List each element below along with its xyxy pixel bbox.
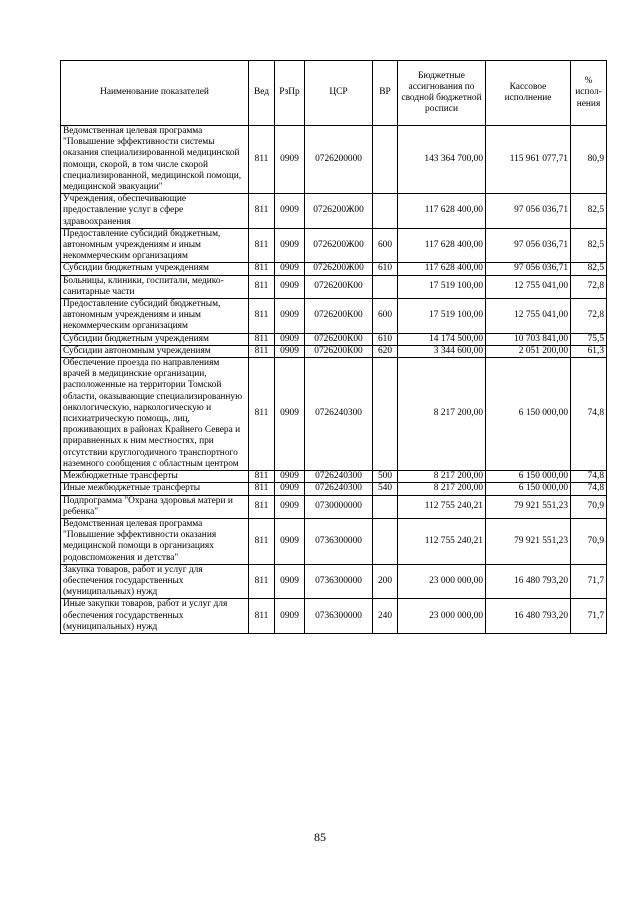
cell-name: Обеспечение проезда по направлениям врачей в медицинские организации, расположенные на территории Томской области, оказывающие специализированную онкологическую, наркологическую и психиатрическую помощь, лиц, проживающих в районах Крайнего Севера и приравненных к ним местностях, при отсутствии круглогодичного транспортного наземного сообщения с областным центром	[61, 358, 249, 471]
cell-cash: 2 051 200,00	[486, 345, 571, 357]
cell-pct: 70,9	[571, 518, 607, 564]
cell-rzpr: 0909	[275, 564, 305, 599]
cell-pct: 71,7	[571, 599, 607, 634]
page-number: 85	[314, 830, 326, 844]
cell-pct: 75,5	[571, 333, 607, 345]
cell-cash: 97 056 036,71	[486, 263, 571, 275]
table-header-row	[61, 61, 607, 126]
cell-rzpr: 0909	[275, 126, 305, 194]
cell-pct: 74,8	[571, 471, 607, 483]
cell-cash: 6 150 000,00	[486, 483, 571, 495]
cell-ved: 811	[249, 275, 275, 298]
cell-cash: 10 703 841,00	[486, 333, 571, 345]
cell-ved: 811	[249, 495, 275, 518]
cell-cash: 16 480 793,20	[486, 599, 571, 634]
header-cash: Кассовое исполнение	[486, 61, 571, 126]
cell-pct: 82,5	[571, 228, 607, 263]
cell-name: Подпрограмма "Охрана здоровья матери и ребенка"	[61, 495, 249, 518]
cell-cash: 97 056 036,71	[486, 194, 571, 229]
cell-pct: 72,8	[571, 299, 607, 334]
cell-vr	[373, 495, 398, 518]
table-row	[61, 471, 607, 483]
table-row	[61, 599, 607, 634]
header-name: Наименование показателей	[61, 61, 249, 126]
cell-vr	[373, 126, 398, 194]
cell-pct: 70,9	[571, 495, 607, 518]
cell-budget: 8 217 200,00	[398, 483, 486, 495]
cell-pct: 74,8	[571, 358, 607, 471]
cell-rzpr: 0909	[275, 299, 305, 334]
table-row	[61, 275, 607, 298]
cell-csr: 0726200К00	[305, 345, 373, 357]
cell-cash: 79 921 551,23	[486, 495, 571, 518]
header-ved: Вед	[249, 61, 275, 126]
cell-name: Предоставление субсидий бюджетным, автономным учреждениям и иным некоммерческим организациям	[61, 228, 249, 263]
cell-vr: 610	[373, 333, 398, 345]
cell-name: Больницы, клиники, госпитали, медико-санитарные части	[61, 275, 249, 298]
cell-budget: 8 217 200,00	[398, 471, 486, 483]
cell-csr: 0736300000	[305, 564, 373, 599]
cell-rzpr: 0909	[275, 495, 305, 518]
cell-vr: 200	[373, 564, 398, 599]
cell-vr: 540	[373, 483, 398, 495]
cell-name: Иные межбюджетные трансферты	[61, 483, 249, 495]
cell-budget: 23 000 000,00	[398, 564, 486, 599]
cell-rzpr: 0909	[275, 333, 305, 345]
table-row	[61, 345, 607, 357]
cell-ved: 811	[249, 518, 275, 564]
header-budget: Бюджетные ассигнования по сводной бюджетной росписи	[398, 61, 486, 126]
header-pct: % испол-нения	[571, 61, 607, 126]
cell-name: Субсидии бюджетным учреждениям	[61, 263, 249, 275]
cell-csr: 0726240300	[305, 471, 373, 483]
cell-cash: 79 921 551,23	[486, 518, 571, 564]
cell-vr: 240	[373, 599, 398, 634]
cell-ved: 811	[249, 333, 275, 345]
cell-cash: 97 056 036,71	[486, 228, 571, 263]
cell-csr: 0726200К00	[305, 299, 373, 334]
cell-csr: 0730000000	[305, 495, 373, 518]
cell-vr	[373, 518, 398, 564]
cell-ved: 811	[249, 126, 275, 194]
table-row	[61, 194, 607, 229]
cell-pct: 72,8	[571, 275, 607, 298]
cell-vr: 500	[373, 471, 398, 483]
cell-budget: 117 628 400,00	[398, 263, 486, 275]
cell-name: Учреждения, обеспечивающие предоставление услуг в сфере здравоохранения	[61, 194, 249, 229]
cell-cash: 12 755 041,00	[486, 275, 571, 298]
cell-rzpr: 0909	[275, 263, 305, 275]
cell-pct: 82,5	[571, 263, 607, 275]
cell-rzpr: 0909	[275, 358, 305, 471]
cell-ved: 811	[249, 194, 275, 229]
cell-budget: 112 755 240,21	[398, 495, 486, 518]
cell-csr: 0736300000	[305, 518, 373, 564]
cell-ved: 811	[249, 228, 275, 263]
table-row	[61, 518, 607, 564]
cell-budget: 14 174 500,00	[398, 333, 486, 345]
cell-rzpr: 0909	[275, 471, 305, 483]
cell-csr: 0726200К00	[305, 275, 373, 298]
table-row	[61, 564, 607, 599]
cell-vr	[373, 194, 398, 229]
cell-vr	[373, 358, 398, 471]
cell-budget: 117 628 400,00	[398, 194, 486, 229]
cell-cash: 16 480 793,20	[486, 564, 571, 599]
cell-ved: 811	[249, 471, 275, 483]
cell-cash: 115 961 077,71	[486, 126, 571, 194]
cell-csr: 0726240300	[305, 483, 373, 495]
cell-csr: 0726200Ж00	[305, 228, 373, 263]
cell-csr: 0726200000	[305, 126, 373, 194]
cell-rzpr: 0909	[275, 228, 305, 263]
cell-vr: 600	[373, 299, 398, 334]
cell-csr: 0726200К00	[305, 333, 373, 345]
budget-execution-table	[60, 60, 607, 634]
header-rzpr: РзПр	[275, 61, 305, 126]
cell-csr: 0726200Ж00	[305, 194, 373, 229]
cell-ved: 811	[249, 564, 275, 599]
table-row	[61, 263, 607, 275]
cell-cash: 6 150 000,00	[486, 471, 571, 483]
cell-csr: 0726240300	[305, 358, 373, 471]
table-row	[61, 228, 607, 263]
cell-budget: 143 364 700,00	[398, 126, 486, 194]
cell-name: Закупка товаров, работ и услуг для обеспечения государственных (муниципальных) нужд	[61, 564, 249, 599]
cell-csr: 0736300000	[305, 599, 373, 634]
cell-pct: 82,5	[571, 194, 607, 229]
cell-ved: 811	[249, 263, 275, 275]
table-row	[61, 495, 607, 518]
cell-rzpr: 0909	[275, 483, 305, 495]
cell-pct: 71,7	[571, 564, 607, 599]
cell-rzpr: 0909	[275, 599, 305, 634]
table-row	[61, 126, 607, 194]
cell-name: Межбюджетные трансферты	[61, 471, 249, 483]
cell-cash: 12 755 041,00	[486, 299, 571, 334]
cell-budget: 117 628 400,00	[398, 228, 486, 263]
cell-pct: 61,3	[571, 345, 607, 357]
cell-budget: 8 217 200,00	[398, 358, 486, 471]
cell-ved: 811	[249, 299, 275, 334]
cell-name: Предоставление субсидий бюджетным, автономным учреждениям и иным некоммерческим организациям	[61, 299, 249, 334]
cell-ved: 811	[249, 345, 275, 357]
cell-rzpr: 0909	[275, 345, 305, 357]
cell-budget: 112 755 240,21	[398, 518, 486, 564]
cell-budget: 17 519 100,00	[398, 299, 486, 334]
cell-rzpr: 0909	[275, 275, 305, 298]
cell-vr	[373, 275, 398, 298]
cell-ved: 811	[249, 483, 275, 495]
cell-name: Ведомственная целевая программа "Повышение эффективности оказания медицинской помощи в организациях родовспоможения и детства"	[61, 518, 249, 564]
cell-csr: 0726200Ж00	[305, 263, 373, 275]
cell-vr: 620	[373, 345, 398, 357]
cell-name: Субсидии бюджетным учреждениям	[61, 333, 249, 345]
table-row	[61, 299, 607, 334]
cell-pct: 80,9	[571, 126, 607, 194]
cell-vr: 610	[373, 263, 398, 275]
cell-cash: 6 150 000,00	[486, 358, 571, 471]
table-row	[61, 333, 607, 345]
cell-ved: 811	[249, 599, 275, 634]
cell-name: Иные закупки товаров, работ и услуг для обеспечения государственных (муниципальных) нужд	[61, 599, 249, 634]
cell-pct: 74,8	[571, 483, 607, 495]
header-vr: ВР	[373, 61, 398, 126]
cell-vr: 600	[373, 228, 398, 263]
table-row	[61, 483, 607, 495]
cell-ved: 811	[249, 358, 275, 471]
header-csr: ЦСР	[305, 61, 373, 126]
cell-rzpr: 0909	[275, 194, 305, 229]
cell-name: Ведомственная целевая программа "Повышение эффективности системы оказания специализированной медицинской помощи, скорой, в том числе скорой специализированной, медицинской помощи, медицинской эвакуации"	[61, 126, 249, 194]
cell-budget: 3 344 600,00	[398, 345, 486, 357]
cell-rzpr: 0909	[275, 518, 305, 564]
cell-budget: 23 000 000,00	[398, 599, 486, 634]
cell-budget: 17 519 100,00	[398, 275, 486, 298]
cell-name: Субсидии автономным учреждениям	[61, 345, 249, 357]
table-row	[61, 358, 607, 471]
